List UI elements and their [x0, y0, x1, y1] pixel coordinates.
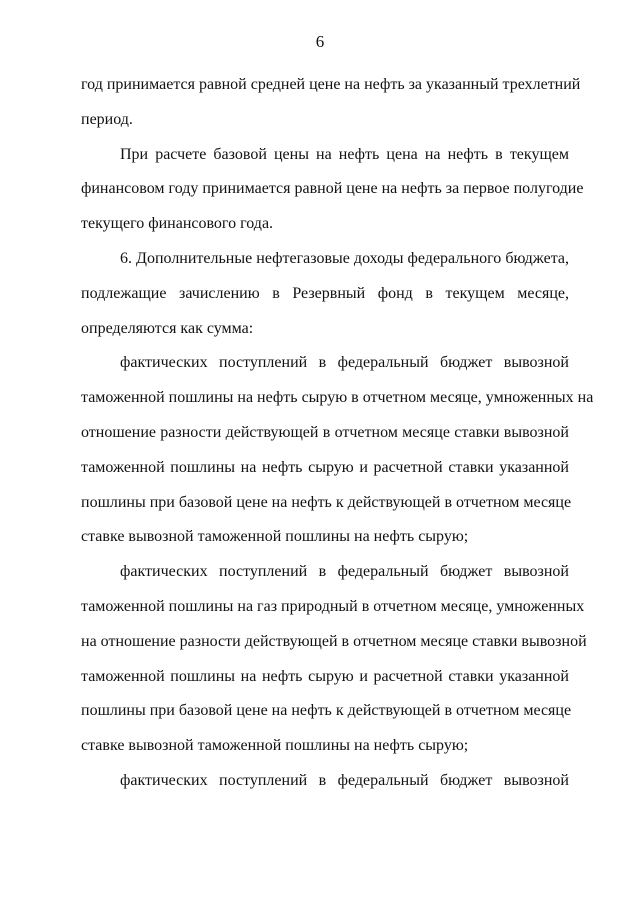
- text-line: на отношение разности действующей в отчетном месяце ставки вывозной: [81, 632, 587, 650]
- page-number: 6: [315, 32, 325, 51]
- text-line: При расчете базовой цены на нефть цена на нефть в текущем: [120, 145, 569, 163]
- text-line: пошлины при базовой цене на нефть к действующей в отчетном месяце: [81, 702, 572, 720]
- text-line: фактических поступлений в федеральный бюджет вывозной: [120, 563, 569, 581]
- text-line: отношение разности действующей в отчетном месяце ставки вывозной: [81, 423, 569, 441]
- text-line: определяются как сумма:: [81, 319, 254, 337]
- text-line: таможенной пошлины на нефть сырую и расчетной ставки указанной: [81, 667, 569, 685]
- text-line: год принимается равной средней цене на нефть за указанный трехлетний: [81, 76, 581, 93]
- document-body: [81, 68, 594, 799]
- text-line: текущего финансового года.: [81, 215, 274, 233]
- text-line: ставке вывозной таможенной пошлины на нефть сырую;: [81, 528, 469, 546]
- text-line: фактических поступлений в федеральный бюджет вывозной: [120, 354, 569, 372]
- text-line: ставке вывозной таможенной пошлины на нефть сырую;: [81, 737, 469, 755]
- text-line: таможенной пошлины на нефть сырую и расчетной ставки указанной: [81, 458, 569, 476]
- text-line: таможенной пошлины на нефть сырую в отчетном месяце, умноженных на: [81, 389, 594, 407]
- text-line: 6. Дополнительные нефтегазовые доходы федерального бюджета,: [120, 249, 569, 267]
- text-line: период.: [81, 110, 133, 128]
- text-line: фактических поступлений в федеральный бюджет вывозной: [120, 771, 569, 789]
- text-line: пошлины при базовой цене на нефть к действующей в отчетном месяце: [81, 493, 572, 511]
- text-line: финансовом году принимается равной цене на нефть за первое полугодие: [81, 180, 584, 198]
- text-line: таможенной пошлины на газ природный в отчетном месяце, умноженных: [81, 597, 585, 615]
- text-line: подлежащие зачислению в Резервный фонд в текущем месяце,: [81, 284, 569, 302]
